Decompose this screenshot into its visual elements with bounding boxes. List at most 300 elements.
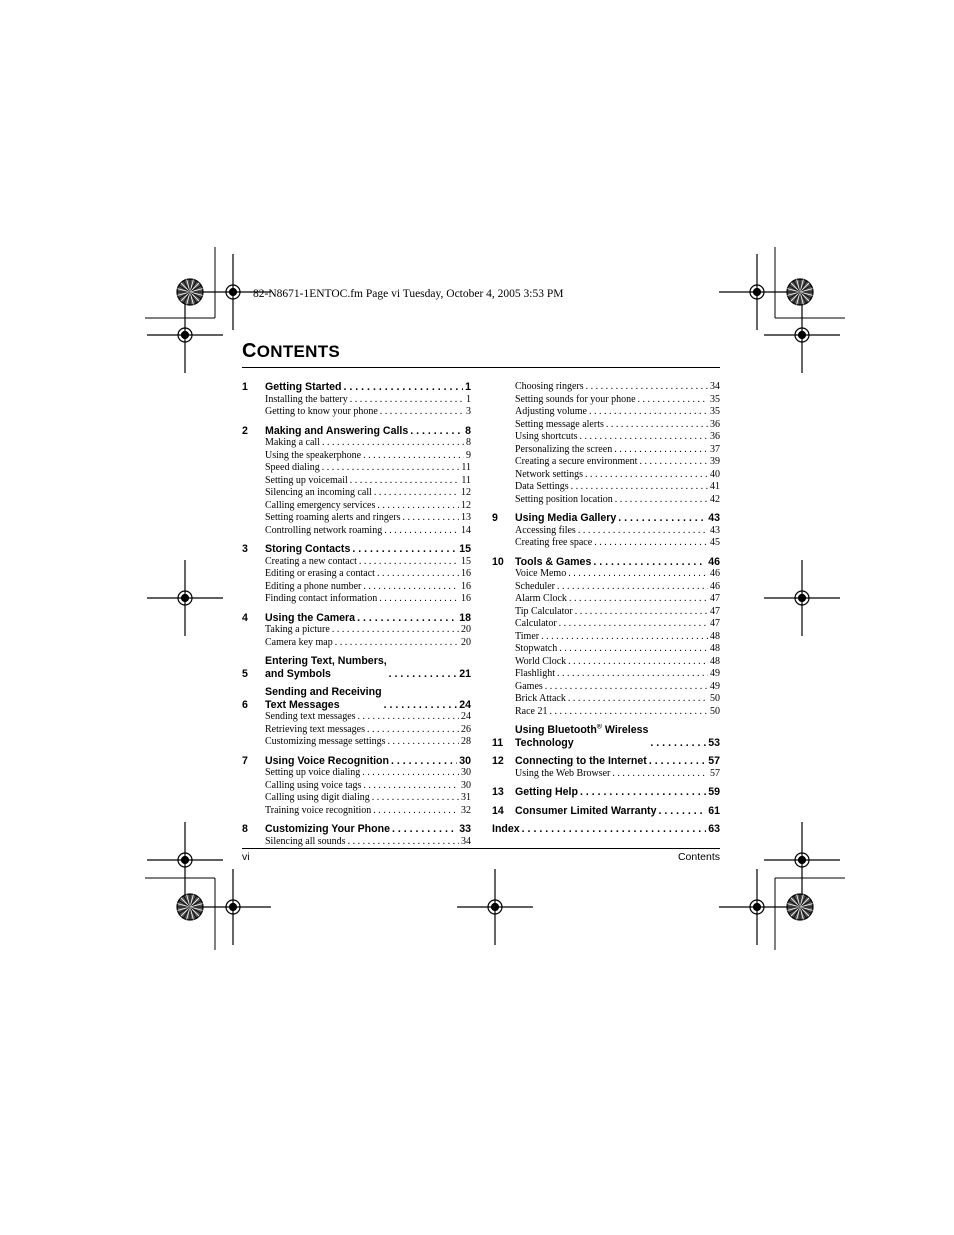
toc-chapter-entry[interactable] xyxy=(492,512,720,525)
toc-subentry[interactable] xyxy=(515,444,720,457)
toc-subentry[interactable] xyxy=(265,450,471,463)
toc-subentry[interactable] xyxy=(515,618,720,631)
subentry-title: Calling using voice tags xyxy=(265,779,362,791)
index-title: Index xyxy=(492,823,520,835)
toc-subentry[interactable] xyxy=(515,706,720,719)
toc-subentry[interactable] xyxy=(265,394,471,407)
toc-chapter-entry[interactable] xyxy=(492,556,720,569)
chapter-number: 1 xyxy=(242,381,248,393)
subentry-title: Calling using digit dialing xyxy=(265,792,370,803)
leader-dots xyxy=(612,768,708,781)
toc-subentry[interactable] xyxy=(515,768,720,781)
chapter-number: 12 xyxy=(492,755,504,767)
leader-dots xyxy=(557,581,708,594)
leader-dots xyxy=(367,724,459,737)
chapter-number: 2 xyxy=(242,424,248,437)
chapter-title-block xyxy=(515,755,720,768)
toc-subentry[interactable] xyxy=(265,556,471,569)
chapter-page: 30 xyxy=(459,754,471,767)
leader-dots xyxy=(384,525,459,538)
toc-subentry[interactable] xyxy=(515,419,720,432)
toc-subentry[interactable] xyxy=(515,469,720,482)
toc-subentry[interactable] xyxy=(515,606,720,619)
leader-dots xyxy=(322,462,460,475)
subentry-title: Setting message alerts xyxy=(515,418,604,430)
toc-chapter-entry[interactable] xyxy=(242,381,471,394)
subentry-title: Setting up voice dialing xyxy=(265,767,361,778)
toc-subentry[interactable] xyxy=(265,736,471,749)
subentry-page: 34 xyxy=(461,835,471,847)
subentry-title: Setting position location xyxy=(515,493,613,505)
subentry-title: Using the Web Browser xyxy=(515,767,611,779)
leader-dots xyxy=(350,475,460,488)
subentry-title: Personalizing the screen xyxy=(515,443,613,455)
subentry-list xyxy=(265,624,471,649)
chapter-number: 9 xyxy=(492,512,498,524)
page-number: vi xyxy=(242,851,250,863)
subentry-page: 30 xyxy=(461,767,471,778)
chapter-title-block xyxy=(515,786,720,799)
subentry-page: 1 xyxy=(466,393,471,405)
chapter-title xyxy=(265,655,387,680)
toc-subentry[interactable] xyxy=(515,525,720,538)
subentry-title: Customizing message settings xyxy=(265,736,386,747)
subentry-list xyxy=(515,768,720,781)
subentry-title: Camera key map xyxy=(265,636,333,648)
toc-subentry[interactable] xyxy=(265,462,471,475)
chapter-title: Using Media Gallery xyxy=(515,512,617,524)
leader-dots xyxy=(650,737,706,750)
leader-dots xyxy=(545,681,708,694)
chapter-page: 59 xyxy=(708,786,720,798)
subentry-title: Finding contact information xyxy=(265,593,378,604)
chapter-title-line2: Text Messages xyxy=(265,698,340,711)
leader-dots xyxy=(658,805,706,818)
toc-chapter xyxy=(492,512,720,550)
chapter-page: 46 xyxy=(708,555,720,568)
chapter-page: 43 xyxy=(708,512,720,524)
chapter-page: 24 xyxy=(459,698,471,711)
subentry-page: 16 xyxy=(461,593,471,604)
chapter-number: 4 xyxy=(242,611,248,624)
toc-chapter xyxy=(492,755,720,780)
toc-chapter-entry[interactable] xyxy=(492,805,720,818)
toc-subentry[interactable] xyxy=(265,568,471,581)
subentry-title: Training voice recognition xyxy=(265,804,372,816)
subentry-page: 50 xyxy=(710,693,720,704)
subentry-title: Network settings xyxy=(515,468,584,480)
subentry-page: 24 xyxy=(461,711,471,722)
chapter-title: Storing Contacts xyxy=(265,543,351,555)
subentry-page: 48 xyxy=(710,643,720,654)
file-header: 82-N8671-1ENTOC.fm Page vi Tuesday, October 4, 2005 3:53 PM xyxy=(253,288,564,300)
chapter-title: Using the Camera xyxy=(265,611,356,624)
subentry-page: 20 xyxy=(461,636,471,648)
chapter-title xyxy=(515,724,648,749)
subentry-page: 16 xyxy=(461,580,471,592)
subentry-page: 47 xyxy=(710,618,720,629)
chapter-title: Getting Help xyxy=(515,786,578,798)
leader-dots xyxy=(350,394,464,407)
leader-dots xyxy=(322,437,464,450)
subentry-list xyxy=(515,525,720,550)
chapter-page: 53 xyxy=(708,736,720,749)
subentry-page: 8 xyxy=(466,437,471,448)
toc-subentry[interactable] xyxy=(265,724,471,737)
leader-dots xyxy=(568,693,708,706)
subentry-title: Using the speakerphone xyxy=(265,449,362,461)
toc-chapter xyxy=(242,823,471,848)
toc-left-column xyxy=(242,381,471,848)
leader-dots xyxy=(358,711,459,724)
subentry-page: 50 xyxy=(710,705,720,717)
leader-dots xyxy=(580,786,706,799)
chapter-title-block xyxy=(515,724,720,749)
subentry-page: 11 xyxy=(461,462,471,473)
leader-dots xyxy=(372,792,459,805)
leader-dots xyxy=(377,500,459,513)
leader-dots xyxy=(550,706,709,719)
toc-subentry[interactable] xyxy=(515,668,720,681)
subentry-page: 16 xyxy=(461,568,471,579)
leader-dots xyxy=(522,823,707,836)
toc-chapter xyxy=(492,786,720,799)
footer-section: Contents xyxy=(677,851,720,863)
toc-subentry[interactable] xyxy=(515,593,720,606)
subentry-list xyxy=(265,394,471,419)
leader-dots xyxy=(359,556,459,569)
toc-chapter xyxy=(242,686,471,749)
toc-chapter xyxy=(242,381,471,419)
leader-dots xyxy=(541,631,708,644)
leader-dots xyxy=(377,568,459,581)
leader-dots xyxy=(575,606,708,619)
chapter-page: 33 xyxy=(459,823,471,835)
subentry-page: 49 xyxy=(710,668,720,679)
leader-dots xyxy=(585,469,708,482)
chapter-number: 7 xyxy=(242,754,248,767)
leader-dots xyxy=(638,394,708,407)
subentry-title: Alarm Clock xyxy=(515,593,567,604)
leader-dots xyxy=(391,755,457,768)
subentry-title: Choosing ringers xyxy=(515,381,584,392)
title-rule xyxy=(242,367,720,368)
leader-dots xyxy=(586,381,708,394)
subentry-page: 26 xyxy=(461,723,471,735)
toc-subentry[interactable] xyxy=(515,643,720,656)
subentry-title: Using shortcuts xyxy=(515,431,578,442)
leader-dots xyxy=(557,668,708,681)
leader-dots xyxy=(335,637,459,650)
subentry-page: 35 xyxy=(710,393,720,405)
subentry-title: Editing a phone number xyxy=(265,580,362,592)
toc-subentry[interactable] xyxy=(265,406,471,419)
subentry-page: 20 xyxy=(461,624,471,635)
subentry-title: Silencing all sounds xyxy=(265,835,346,847)
subentry-page: 39 xyxy=(710,456,720,467)
toc-subentry[interactable] xyxy=(265,437,471,450)
leader-dots xyxy=(362,767,459,780)
subentry-title: Setting sounds for your phone xyxy=(515,393,636,405)
subentry-page: 37 xyxy=(710,443,720,455)
toc-chapter-entry[interactable] xyxy=(242,655,471,680)
chapter-title-block xyxy=(265,381,471,394)
toc-subentry[interactable] xyxy=(265,792,471,805)
toc-subentry[interactable] xyxy=(265,525,471,538)
subentry-list xyxy=(515,568,720,718)
toc-chapter xyxy=(242,655,471,680)
leader-dots xyxy=(363,450,464,463)
toc-subentry[interactable] xyxy=(265,593,471,606)
subentry-title: Silencing an incoming call xyxy=(265,487,372,498)
leader-dots xyxy=(559,618,708,631)
subentry-title: Creating a secure environment xyxy=(515,456,638,467)
leader-dots xyxy=(389,668,458,681)
leader-dots xyxy=(388,736,459,749)
leader-dots xyxy=(580,431,709,444)
subentry-title: Editing or erasing a contact xyxy=(265,568,375,579)
chapter-title-line2: Technology xyxy=(515,736,574,749)
toc-chapter-entry[interactable] xyxy=(492,755,720,768)
subentry-page: 12 xyxy=(461,499,471,511)
toc-chapter-entry[interactable] xyxy=(492,786,720,799)
subentry-page: 12 xyxy=(461,487,471,498)
subentry-page: 11 xyxy=(461,474,471,486)
chapter-title: Customizing Your Phone xyxy=(265,823,390,835)
leader-dots xyxy=(571,481,708,494)
toc-chapter-entry[interactable] xyxy=(242,612,471,625)
toc-index-entry[interactable] xyxy=(492,823,720,836)
toc-subentry[interactable] xyxy=(265,500,471,513)
chapter-title xyxy=(265,686,382,711)
toc-subentry[interactable] xyxy=(515,693,720,706)
subentry-title: Installing the battery xyxy=(265,393,348,405)
chapter-title-block xyxy=(265,755,471,768)
chapter-number: 13 xyxy=(492,786,504,798)
chapter-title-block xyxy=(265,823,471,836)
subentry-list xyxy=(265,711,471,749)
toc-subentry[interactable] xyxy=(515,568,720,581)
leader-dots xyxy=(392,823,457,836)
subentry-title: Creating a new contact xyxy=(265,555,357,567)
subentry-title: Games xyxy=(515,680,543,692)
leader-dots xyxy=(352,543,457,556)
subentry-page: 48 xyxy=(710,630,720,642)
subentry-list xyxy=(265,437,471,537)
subentry-page: 30 xyxy=(461,779,471,791)
chapter-title-block xyxy=(265,543,471,556)
toc-subentry[interactable] xyxy=(515,481,720,494)
subentry-list xyxy=(265,836,471,849)
subentry-title: Creating free space xyxy=(515,537,593,548)
subentry-page: 46 xyxy=(710,568,720,579)
chapter-title-block xyxy=(515,512,720,525)
subentry-title: Scheduler xyxy=(515,580,555,592)
chapter-title-block xyxy=(265,612,471,625)
toc-chapter-entry[interactable] xyxy=(492,724,720,749)
leader-dots xyxy=(606,419,708,432)
subentry-page: 40 xyxy=(710,468,720,480)
toc-chapter-entry[interactable] xyxy=(242,755,471,768)
chapter-number: 10 xyxy=(492,555,504,568)
chapter-title-block xyxy=(515,805,720,818)
toc-chapter-entry[interactable] xyxy=(242,543,471,556)
subentry-title: Stopwatch xyxy=(515,643,558,654)
subentry-page: 9 xyxy=(466,449,471,461)
chapter-page: 57 xyxy=(708,755,720,767)
chapter-number: 14 xyxy=(492,804,504,817)
subentry-title: Sending text messages xyxy=(265,711,356,722)
subentry-page: 49 xyxy=(710,680,720,692)
toc-subentry[interactable] xyxy=(515,656,720,669)
toc-subentry[interactable] xyxy=(265,487,471,500)
footer-rule xyxy=(242,848,720,849)
toc-chapter xyxy=(492,556,720,719)
toc-subentry[interactable] xyxy=(515,681,720,694)
subentry-page: 57 xyxy=(710,767,720,779)
chapter-number: 6 xyxy=(242,698,248,711)
subentry-title: Speed dialing xyxy=(265,462,320,473)
toc-subentry[interactable] xyxy=(515,581,720,594)
toc-subentry[interactable] xyxy=(265,767,471,780)
leader-dots xyxy=(578,525,708,538)
toc-subentry[interactable] xyxy=(265,512,471,525)
toc-subentry[interactable] xyxy=(515,406,720,419)
toc-subentry[interactable] xyxy=(515,431,720,444)
subentry-page: 36 xyxy=(710,431,720,442)
toc-chapter xyxy=(492,805,720,818)
subentry-page: 45 xyxy=(710,537,720,548)
subentry-page: 35 xyxy=(710,406,720,417)
toc-subentry[interactable] xyxy=(265,581,471,594)
leader-dots xyxy=(348,836,459,849)
leader-dots xyxy=(344,381,464,394)
leader-dots xyxy=(380,406,464,419)
subentry-title: Timer xyxy=(515,630,540,642)
subentry-page: 14 xyxy=(461,524,471,536)
leader-dots xyxy=(379,593,459,606)
subentry-page: 15 xyxy=(461,555,471,567)
chapter-page: 18 xyxy=(459,611,471,624)
leader-dots xyxy=(559,643,708,656)
leader-dots xyxy=(357,612,457,625)
subentry-title: Setting up voicemail xyxy=(265,474,348,486)
leader-dots xyxy=(569,593,708,606)
subentry-page: 47 xyxy=(710,605,720,617)
toc-chapter xyxy=(242,612,471,650)
chapter-title: Using Voice Recognition xyxy=(265,754,389,767)
leader-dots xyxy=(614,444,708,457)
toc-chapter-entry[interactable] xyxy=(242,686,471,711)
subentry-title: Adjusting volume xyxy=(515,406,587,417)
subentry-title: Race 21 xyxy=(515,705,548,717)
chapter-title-block xyxy=(265,425,471,438)
subentry-title: Retrieving text messages xyxy=(265,723,365,735)
subentry-page: 41 xyxy=(710,481,720,492)
chapter-number: 11 xyxy=(492,736,504,749)
leader-dots xyxy=(618,512,706,525)
chapter-title: Connecting to the Internet xyxy=(515,755,647,767)
toc-subentry[interactable] xyxy=(515,537,720,550)
subentry-list xyxy=(265,767,471,817)
leader-dots xyxy=(373,805,459,818)
leader-dots xyxy=(403,512,459,525)
toc-subentry[interactable] xyxy=(515,494,720,507)
toc-chapter xyxy=(492,724,720,749)
leader-dots xyxy=(589,406,708,419)
subentry-page: 3 xyxy=(466,406,471,417)
subentry-page: 31 xyxy=(461,792,471,803)
toc-right-column xyxy=(492,381,720,836)
toc-subentry[interactable] xyxy=(515,631,720,644)
toc-chapter-entry[interactable] xyxy=(242,823,471,836)
leader-dots xyxy=(374,487,459,500)
chapter-title-line1: Sending and Receiving xyxy=(265,686,382,698)
page-title: CONTENTS xyxy=(242,340,341,362)
chapter-number: 5 xyxy=(242,667,248,680)
chapter-title-block xyxy=(265,686,471,711)
chapter-page: 21 xyxy=(459,667,471,680)
toc-chapter-entry[interactable] xyxy=(242,425,471,438)
subentry-title: Voice Memo xyxy=(515,568,567,579)
toc-subentry[interactable] xyxy=(515,381,720,394)
subentry-page: 32 xyxy=(461,804,471,816)
subentry-title: Calculator xyxy=(515,618,557,629)
subentry-page: 34 xyxy=(710,381,720,392)
subentry-page: 46 xyxy=(710,580,720,592)
leader-dots xyxy=(568,568,708,581)
toc-subentry[interactable] xyxy=(265,711,471,724)
subentry-title: Setting roaming alerts and ringers xyxy=(265,512,401,523)
subentry-title: Data Settings xyxy=(515,481,569,492)
toc-subentry[interactable] xyxy=(265,836,471,849)
subentry-title: Flashlight xyxy=(515,668,556,679)
chapter-title-line1: Entering Text, Numbers, xyxy=(265,655,387,667)
subentry-page: 47 xyxy=(710,593,720,604)
toc-subentry[interactable] xyxy=(265,805,471,818)
subentry-title: World Clock xyxy=(515,655,567,667)
toc-subentry[interactable] xyxy=(265,624,471,637)
toc-subentry[interactable] xyxy=(515,394,720,407)
subentry-title: Calling emergency services xyxy=(265,499,376,511)
subentry-title: Getting to know your phone xyxy=(265,406,378,417)
chapter-page: 1 xyxy=(465,381,471,393)
chapter-title: Consumer Limited Warranty xyxy=(515,804,657,817)
chapter-title-block xyxy=(515,556,720,569)
subentry-title: Accessing files xyxy=(515,524,576,536)
chapter-title-block xyxy=(265,655,471,680)
subentry-list xyxy=(265,556,471,606)
leader-dots xyxy=(410,425,463,438)
subentry-page: 36 xyxy=(710,418,720,430)
leader-dots xyxy=(332,624,459,637)
toc-subentry[interactable] xyxy=(265,637,471,650)
toc-subentry[interactable] xyxy=(265,475,471,488)
leader-dots xyxy=(593,556,706,569)
leader-dots xyxy=(639,456,708,469)
toc-subentry[interactable] xyxy=(265,780,471,793)
chapter-title: Tools & Games xyxy=(515,555,592,568)
leader-dots xyxy=(363,581,459,594)
chapter-title: Making and Answering Calls xyxy=(265,424,409,437)
toc-subentry[interactable] xyxy=(515,456,720,469)
toc-chapter xyxy=(242,543,471,606)
subentry-title: Tip Calculator xyxy=(515,605,573,617)
chapter-title-line2: and Symbols xyxy=(265,667,331,680)
subentry-page: 13 xyxy=(461,512,471,523)
subentry-title: Brick Attack xyxy=(515,693,566,704)
subentry-page: 42 xyxy=(710,493,720,505)
